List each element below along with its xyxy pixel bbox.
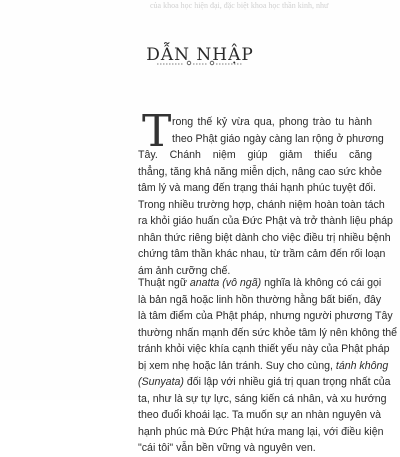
paragraph-2 xyxy=(138,275,398,457)
text-line: thẳng, tăng khả năng miễn dịch, nâng cao sức khỏe xyxy=(138,165,382,178)
text-line: bị xem nhẹ hoặc lản tránh. Suy cho cùng, tánh không xyxy=(138,359,389,372)
text-line: (Sunyata) đối lập với nhiều giá trị quan trọng nhất của xyxy=(138,376,391,389)
text-line: là tâm điểm của Phật pháp, nhưng người phương Tây xyxy=(138,310,393,323)
bleed-through-text: của khoa học hiện đại, đặc biệt khoa học thần kinh, như xyxy=(150,1,329,10)
text-line: ra khỏi giáo huấn của Đức Phật và trở thành liệu pháp xyxy=(138,215,393,228)
text-line: ám ảnh cưỡng chế. xyxy=(138,264,231,277)
text-line: ta, như là sự tự lực, sáng kiến cá nhân, và xu hướng xyxy=(138,392,387,405)
text-line: Tây. Chánh niệm giúp giảm thiểu căng xyxy=(138,149,372,162)
text-line: "cái tôi" vẫn bền vững và nguyên ven. xyxy=(138,442,316,455)
text-line: thường nhấn mạnh đến sức khỏe tâm lý nên không thể xyxy=(138,326,398,339)
text-line: chứng tâm thần khác nhau, từ trầm cảm đến rối loạn xyxy=(138,248,386,261)
text-line: nhân thức riêng biệt dành cho việc điều trị nhiều bệnh xyxy=(138,231,391,244)
text-line: tránh khỏi việc khía cạnh thiết yếu này của Phật pháp xyxy=(138,343,390,356)
text-line: Thuật ngữ anatta (vô ngã) nghĩa là không có cái gọi xyxy=(138,277,382,289)
text-line: rong thế kỷ vừa qua, phong trào tu hành xyxy=(172,116,372,128)
drop-cap: T xyxy=(142,106,172,157)
text-line: theo đuổi khoái lạc. Ta muốn sự an nhàn nguyên và xyxy=(138,409,382,422)
paragraph-1 xyxy=(138,114,393,279)
text-line: là bản ngã hoặc linh hồn thường hằng bất biến, đây xyxy=(138,293,382,306)
chapter-title: DẪN NHẬP xyxy=(146,45,254,66)
text-line: tâm lý và mang đến trạng thái hạnh phúc tuyệt đối. xyxy=(138,182,376,195)
title-ornament-icon xyxy=(155,58,245,68)
text-line: hạnh phúc mà Đức Phật hứa mang lại, với điều kiện xyxy=(138,425,384,438)
text-line: theo Phật giáo ngày càng lan rộng ở phương xyxy=(172,132,384,145)
text-line: Trong nhiều trường hợp, chánh niệm hoàn toàn tách xyxy=(138,198,385,211)
